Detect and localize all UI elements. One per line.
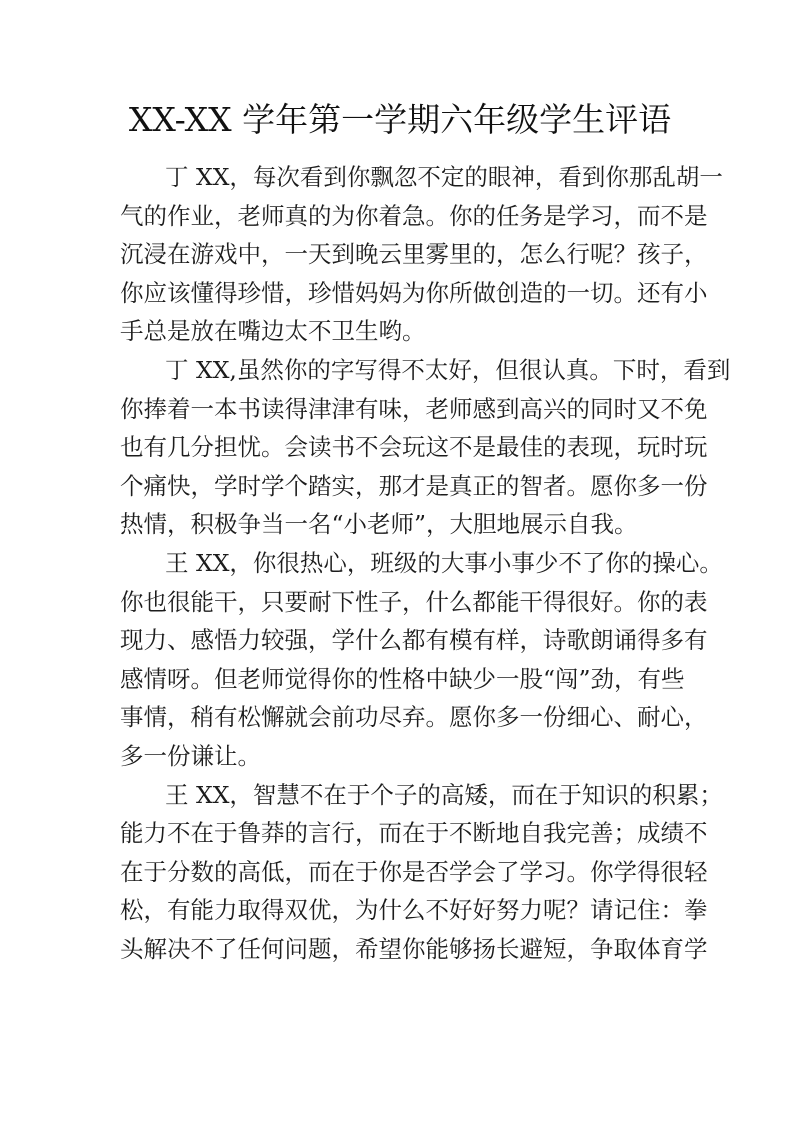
text-line: 丁 XX,虽然你的字写得不太好，但很认真。下时，看到 xyxy=(165,355,731,384)
text-line: 你捧着一本书读得津津有味，老师感到高兴的同时又不免 xyxy=(120,394,708,423)
text-line: 多一份谦让。 xyxy=(120,741,261,770)
comment-paragraph-2 xyxy=(120,351,731,544)
text-line: 丁 XX，每次看到你飘忽不定的眼神，看到你那乱胡一 xyxy=(165,163,723,191)
text-line: 你也很能干，只要耐下性子，什么都能干得很好。你的表 xyxy=(120,587,708,616)
comment-paragraph-4 xyxy=(120,776,723,969)
text-line: 手总是放在嘴边太不卫生哟。 xyxy=(120,317,426,346)
document-body xyxy=(120,158,731,968)
comment-paragraph-3 xyxy=(120,544,723,776)
text-line: 现力、感悟力较强，学什么都有模有样，诗歌朗诵得多有 xyxy=(120,626,708,655)
text-line: 热情，积极争当一名“小老师”，大胆地展示自我。 xyxy=(120,510,638,539)
text-line: 你应该懂得珍惜，珍惜妈妈为你所做创造的一切。还有小 xyxy=(120,278,708,307)
text-line: 能力不在于鲁莽的言行，而在于不断地自我完善；成绩不 xyxy=(120,819,708,848)
comment-paragraph-1 xyxy=(120,158,723,351)
text-line: 松，有能力取得双优，为什么不好好努力呢？请记住：拳 xyxy=(120,896,708,925)
text-line: 也有几分担忧。会读书不会玩这不是最佳的表现，玩时玩 xyxy=(120,433,708,462)
document-title: XX-XX 学年第一学期六年级学生评语 xyxy=(128,100,672,139)
text-line: 在于分数的高低，而在于你是否学会了学习。你学得很轻 xyxy=(120,857,708,886)
text-line: 个痛快，学时学个踏实，那才是真正的智者。愿你多一份 xyxy=(120,471,708,500)
text-line: 气的作业，老师真的为你着急。你的任务是学习，而不是 xyxy=(120,201,708,230)
text-line: 沉浸在游戏中，一天到晚云里雾里的，怎么行呢？孩子， xyxy=(120,240,708,269)
text-line: 感情呀。但老师觉得你的性格中缺少一股“闯”劲，有些 xyxy=(120,664,685,693)
text-line: 头解决不了任何问题，希望你能够扬长避短，争取体育学 xyxy=(120,934,708,963)
text-line: 王 XX，智慧不在于个子的高矮，而在于知识的积累； xyxy=(165,780,723,809)
text-line: 事情，稍有松懈就会前功尽弃。愿你多一份细心、耐心， xyxy=(120,703,708,732)
text-line: 王 XX，你很热心，班级的大事小事少不了你的操心。 xyxy=(165,548,723,577)
